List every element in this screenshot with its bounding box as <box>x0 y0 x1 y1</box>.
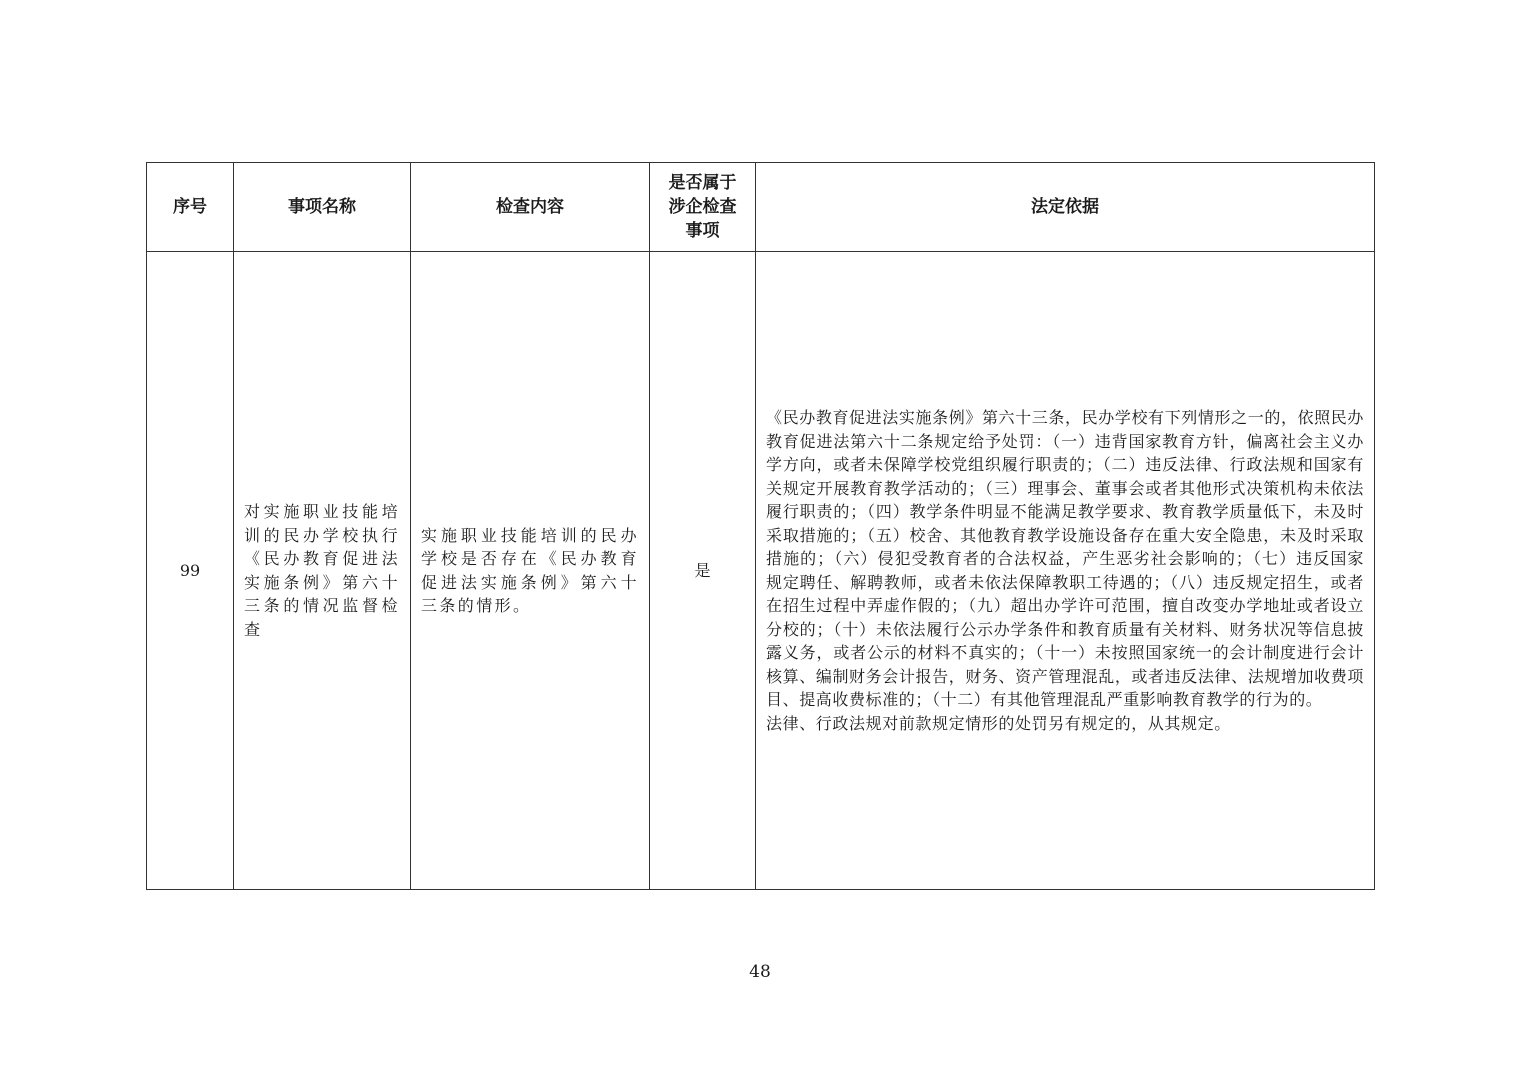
header-seq: 序号 <box>147 163 234 252</box>
cell-enterprise: 是 <box>650 252 756 890</box>
cell-name: 对实施职业技能培训的民办学校执行《民办教育促进法实施条例》第六十三条的情况监督检查 <box>234 252 411 890</box>
cell-basis <box>756 252 1375 890</box>
header-content: 检查内容 <box>411 163 650 252</box>
table-row <box>147 252 1375 890</box>
cell-seq: 99 <box>147 252 234 890</box>
inspection-table <box>146 162 1375 890</box>
basis-paragraph-2: 法律、行政法规对前款规定情形的处罚另有规定的，从其规定。 <box>766 713 1231 733</box>
table-header-row <box>147 163 1375 252</box>
cell-content: 实施职业技能培训的民办学校是否存在《民办教育促进法实施条例》第六十三条的情形。 <box>411 252 650 890</box>
page-number: 48 <box>749 962 771 982</box>
header-enterprise-label: 是否属于涉企检查事项 <box>668 173 737 241</box>
header-name: 事项名称 <box>234 163 411 252</box>
header-enterprise <box>650 163 756 252</box>
header-basis: 法定依据 <box>756 163 1375 252</box>
basis-paragraph-1: 《民办教育促进法实施条例》第六十三条，民办学校有下列情形之一的，依照民办教育促进法第六十二条规定给予处罚：（一）违背国家教育方针，偏离社会主义办学方向，或者未保障学校党组织履行职责的；（二）违反法律、行政法规和国家有关规定开展教育教学活动的；（三）理事会、董事会或者其他形式决策机构未依法履行职责的；（四）教学条件明显不能满足教学要求、教育教学质量低下，未及时采取措施的；（五）校舍、其他教育教学设施设备存在重大安全隐患，未及时采取措施的；（六）侵犯受教育者的合法权益，产生恶劣社会影响的；（七）违反国家规定聘任、解聘教师，或者未依法保障教职工待遇的；（八）违反规定招生，或者在招生过程中弄虚作假的；（九）超出办学许可范围，擅自改变办学地址或者设立分校的；（十）未依法履行公示办学条件和教育质量有关材料、财务状况等信息披露义务，或者公示的材料不真实的；（十一）未按照国家统一的会计制度进行会计核算、编制财务会计报告，财务、资产管理混乱，或者违反法律、法规增加收费项目、提高收费标准的；（十二）有其他管理混乱严重影响教育教学的行为的。 <box>766 408 1364 709</box>
